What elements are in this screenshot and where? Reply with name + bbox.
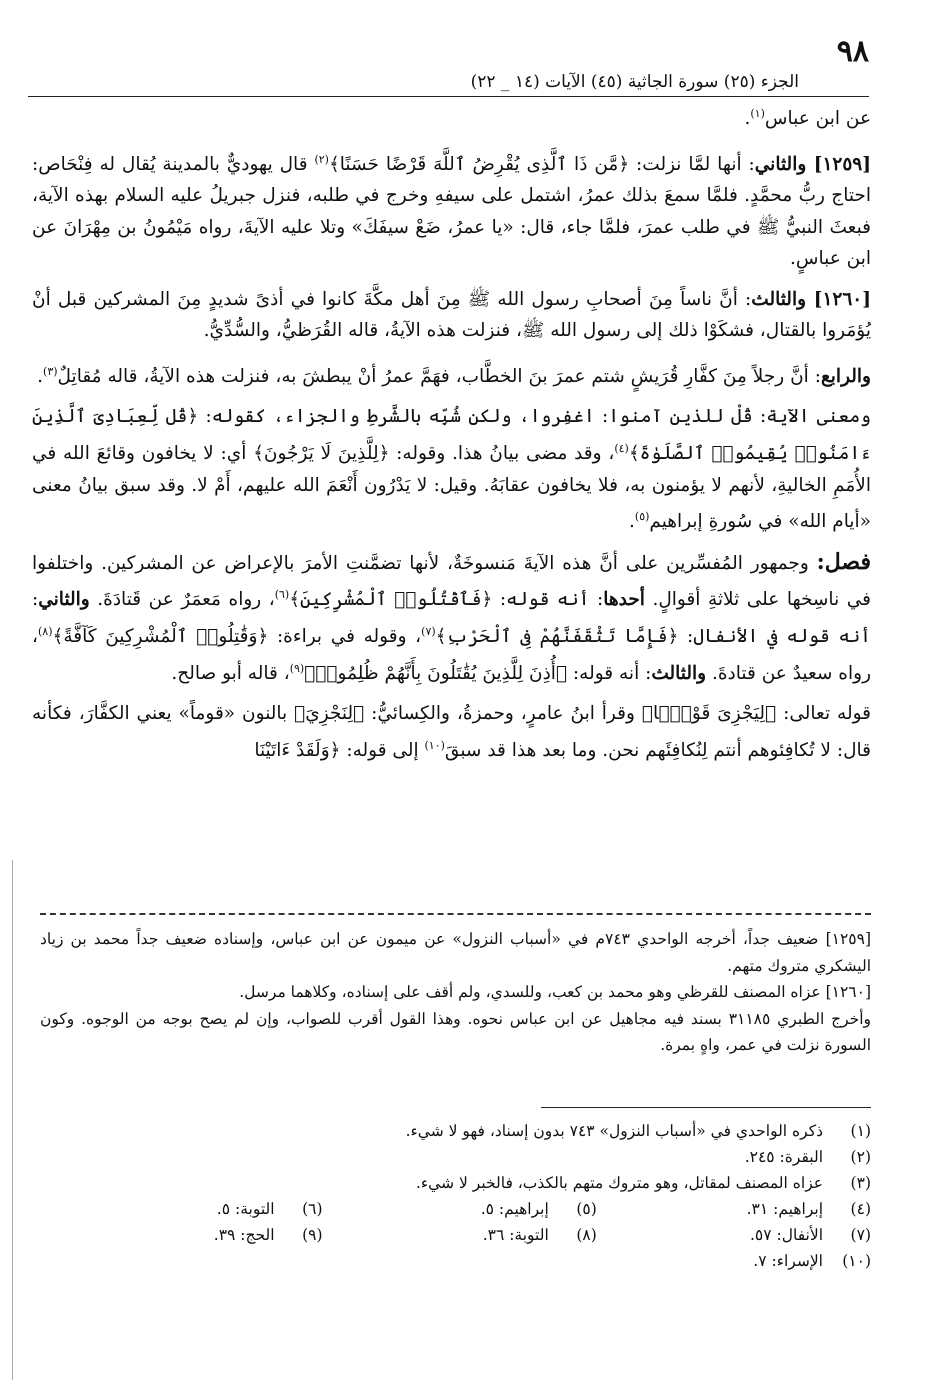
takhrij-1259: [١٢٥٩] ضعيف جداً، أخرجه الواحدي ٧٤٣م في «أسباب النزول» عن ميمون عن ابن عباس، وإسناده ضعيف جداً محمد بن زياد اليشكري متروك متهم. [40,930,871,975]
section-label: فصل: [816,548,871,575]
footnote-ref: (١) [750,107,765,120]
footnote-3: (٣) عزاه المصنف لمقاتل، وهو متروك متهم بالكذب، فالخبر لا شيء. [415,1174,871,1192]
footnote-8: (٨) التوبة: ٣٦. [482,1226,597,1244]
paragraph-intro: عن ابن عباس$^{(١)}$. [744,107,871,130]
paragraph-fasl: فصل: وجمهور المُفسِّرين على أنَّ هذه الآيةَ مَنسوخَةٌ، لأنها تضمَّنتِ الأمرَ بالإعراض عن المشركين. واختلفوا في ناسِخها على ثلاثةِ أقوالٍ. أحدها: أنه قوله: ﴿فَٱقْتُلُوا۟ ٱلْمُشْرِكِينَ﴾$^{(٦)}$، رواه مَعمَرٌ عن قَتادَةَ. والثاني: أنه قوله في الأنفال: ﴿فَإِمَّا تَثْقَفَنَّهُمْ فِى ٱلْحَرْبِ﴾$^{(٧)}$، وقوله في براءة: ﴿وَقَٰتِلُوا۟ ٱلْمُشْرِكِينَ كَآفَّةً﴾$^{(٨)}$، رواه سعيدٌ عن قتادةَ. والثالث: أنه قوله: ﴿أُذِنَ لِلَّذِينَ يُقَٰتَلُونَ بِأَنَّهُمْ ظُلِمُوا۟﴾$^{(٩)}$، قاله أبو صالح. [32,548,872,684]
narration-number: [١٢٥٩] والثاني [754,153,871,175]
footnote-1: (١) ذكره الواحدي في «أسباب النزول» ٧٤٣ بدون إسناد، فهو لا شيء. [405,1122,871,1140]
paragraph-third: [١٢٦٠] والثالث: أنَّ ناساً مِنَ أصحابِ رسول الله ﷺ مِنَ أهل مكَّةَ كانوا في أذىً شديدٍ مِنَ المشركين قبل أنْ يُؤمَروا بالقتال، فشكَوْا ذلك إلى رسول الله ﷺ، فنزلت هذه الآيةُ، قاله القُرَظيُّ، والسُّدِّيُّ. [32,288,871,342]
paragraph-second: [١٢٥٩] والثاني: أنها لمَّا نزلت: ﴿مَّن ذَا ٱلَّذِى يُقْرِضُ ٱللَّهَ قَرْضًا حَسَنًا﴾$^{(٢)}$ قال يهوديٌّ بالمدينة يُقال له فِنْحَاص: احتاج ربُّ محمَّدٍ. فلمَّا سمعَ بذلك عمرُ، اشتمل على سيفهِ وخرج في طلبه، فنزل جبريلُ عليه السلام بهذه الآية، فبعثَ النبيُّ ﷺ في طلب عمرَ، فلمَّا جاء، قال: «يا عمرُ، ضَعْ سيفَكَ» وتلا عليه الآيةَ، رواه مَيْمُونُ بن مِهْرَانَ عن ابن عباسٍ. [32,152,871,270]
narration-number: [١٢٦٠] والثالث [751,288,871,310]
footnote-9: (٩) الحج: ٣٩. [213,1226,323,1244]
takhrij-notes [40,926,871,1059]
page-header [28,42,869,97]
footnote-ref: (٢) [314,152,329,166]
paragraph-meaning: ومعنى الآية: قُلْ للذين آمنوا: اغفِروا، ولكن شُبِّه بالشَّرطِ والجزاء، كقوله: ﴿قُل لِّعِبَادِىَ ٱلَّذِينَ ءَامَنُوا۟ يُقِيمُوا۟ ٱلصَّلَوٰةَ﴾$^{(٤)}$، وقد مضى بيانُ هذا. وقوله: ﴿لِلَّذِينَ لَا يَرْجُونَ﴾ أي: لا يخافون وقائعَ الله في الأُمَمِ الخاليةِ، لأنهم لا يؤمنون به، فلا يخافون عقابَهُ. وقيل: لا يَدْرُون أَنْعَمَ الله عليهم، أَمْ لا. وقد سبق بيانُ معنى «أيام الله» في سُورةِ إبراهيم$^{(٥)}$. [32,406,872,533]
footnote-7: (٧) الأنفال: ٥٧. [749,1226,871,1244]
footnote-ref: (٣) [43,364,58,378]
footnote-10: (١٠) الإسراء: ٧. [753,1252,871,1270]
page-number: ٩٨ [836,34,869,69]
footnote-6: (٦) التوبة: ٥. [216,1200,323,1218]
footnote-ref: (٨) [37,624,53,638]
footnote-2: (٢) البقرة: ٢٤٥. [744,1148,871,1166]
footnote-ref: (٦) [274,588,290,602]
footnote-row-4-6 [40,1196,871,1222]
main-text [32,98,871,775]
dashed-separator [40,913,871,915]
running-head: الجزء (٢٥) سورة الجاثية (٤٥) الآيات (١٤ _ ٢٢) [470,72,799,92]
footnote-ref: (١٠) [424,738,445,752]
margin-line [12,860,13,1380]
footnote-ref: (٥) [634,510,650,524]
narration-label: والرابع [820,365,871,387]
footnote-4: (٤) إبراهيم: ٣١. [746,1200,871,1218]
paragraph-verse-comment: قوله تعالى: ﴿لِيَجْزِىَ قَوْمًۢا﴾ وقرأ ابنُ عامرٍ، وحمزةُ، والكِسائيُّ: ﴿لِنَجْزِيَ﴾ بالنون «قوماً» يعني الكفَّارَ، فكأنه قال: لا تُكافِئوهم أنتم لِنُكافِئَهم نحن. وما بعد هذا قد سبقَ$^{(١٠)}$ إلى قوله: ﴿وَلَقَدْ ءَاتَيْنَا [32,703,871,761]
footnote-ref: (٤) [614,441,629,455]
footnote-separator [541,1107,871,1108]
footnote-ref: (٧) [421,624,436,638]
footnote-ref: (٩) [289,661,305,675]
footnote-5: (٥) إبراهيم: ٥. [480,1200,597,1218]
paragraph-fourth: والرابع: أنَّ رجلاً مِنَ كفَّارِ قُرَيشٍ شتم عمرَ بنَ الخطَّاب، فهَمَّ عمرُ أنْ يبطشَ به، فنزلت هذه الآيةُ، قاله مُقاتِلٌ$^{(٣)}$. [37,364,871,387]
takhrij-1260-cont: وأخرج الطبري ٣١١٨٥ بسند فيه مجاهيل عن ابن عباس نحوه. وهذا القول أقرب للصواب، وإن لم يصح بوجه من الوجوه. وكون السورة نزلت في عمر، واهٍ بمرة. [40,1009,872,1054]
takhrij-1260: [١٢٦٠] عزاه المصنف للقرظي وهو محمد بن كعب، وللسدي، ولم أقف على إسناده، وكلاهما مرسل. [239,983,871,1001]
